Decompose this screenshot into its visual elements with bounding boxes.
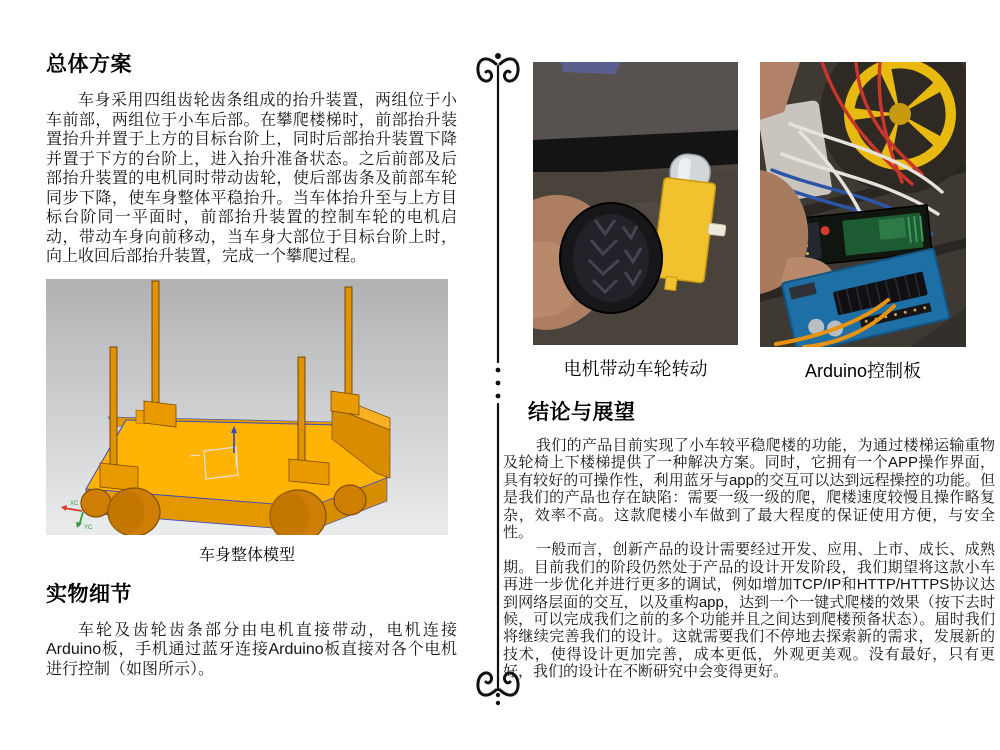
arduino-board-photo (760, 62, 966, 347)
motor-wheel-caption: 电机带动车轮转动 (563, 359, 708, 379)
overall-plan-paragraph: 车身采用四组齿轮齿条组成的抬升装置，两组位于小车前部，两组位于小车后部。在攀爬楼梯时，前部抬升装置抬升并置于上方的目标台阶上，同时后部抬升装置下降并置于下方的台阶上，进入抬升准备状态。之后前部及后部抬升装置的电机同时带动齿轮，使后部齿条及前部车轮同步下降，使车身整体平稳抬升。当车体抬升至与上方目标台阶同一平面时，前部抬升装置的控制车轮的电机启动，带动车身向前移动，当车身大部位于目标台阶上时，向上收回后部抬升装置，完成一个攀爬过程。 (46, 92, 457, 265)
conclusion-paragraph-1: 我们的产品目前实现了小车较平稳爬楼的功能，为通过楼梯运输重物及轮椅上下楼梯提供了一种解决方案。同时，它拥有一个APP操作界面，具有较好的可操作性，利用蓝牙与app的交互可以达到远程操控的功能。但是我们的产品也存在缺陷：需要一级一级的爬，爬楼速度较慢且操作略复杂，效率不高。这款爬楼小车做到了最大程度的保证使用方便，与安全性。 (503, 437, 995, 542)
motor-wheel-figure (533, 62, 738, 383)
section-heading-physical-details: 实物细节 (46, 582, 132, 606)
cad-axis-y-label: YC (84, 524, 93, 531)
cad-axis-x-label: XC (70, 500, 79, 507)
arduino-caption: Arduino控制板 (804, 361, 922, 381)
flourish-dot-bottom (496, 701, 500, 705)
section-heading-overall-plan: 总体方案 (46, 53, 132, 76)
motor-wheel-photo (533, 62, 738, 345)
arduino-figure (760, 62, 966, 383)
cad-figure-caption: 车身整体模型 (198, 546, 295, 564)
photo-row (533, 62, 966, 383)
cad-model-figure (46, 279, 448, 565)
left-column (46, 48, 457, 679)
section-heading-conclusion: 结论与展望 (528, 401, 636, 424)
flourish-dot-top (495, 53, 501, 59)
conclusion-paragraph-2: 一般而言，创新产品的设计需要经过开发、应用、上市、成长、成熟期。目前我们的阶段仍然处于产品的设计开发阶段，我们期望将这款小车再进一步优化并进行更多的调试，例如增加TCP/IP和HTTP/HTTPS协议达到网络层面的交互，以及重构app，达到一个一键式爬楼的效果（按下去时候，可以完成我们之前的多个功能并且之间达到爬楼预备状态）。届时我们将继续完善我们的设计。这就需要我们不停地去探索新的需求，发展新的技术，使得设计更加完善，成本更低，外观更美观。没有最好，只有更好，我们的设计在不断研究中会变得更好。 (503, 541, 995, 681)
cad-model-image (46, 279, 448, 535)
physical-details-paragraph: 车轮及齿轮齿条部分由电机直接带动，电机连接Arduino板，手机通过蓝牙连接Arduino板直接对各个电机进行控制（如图所示）。 (46, 621, 457, 678)
conclusion-section (503, 396, 995, 681)
